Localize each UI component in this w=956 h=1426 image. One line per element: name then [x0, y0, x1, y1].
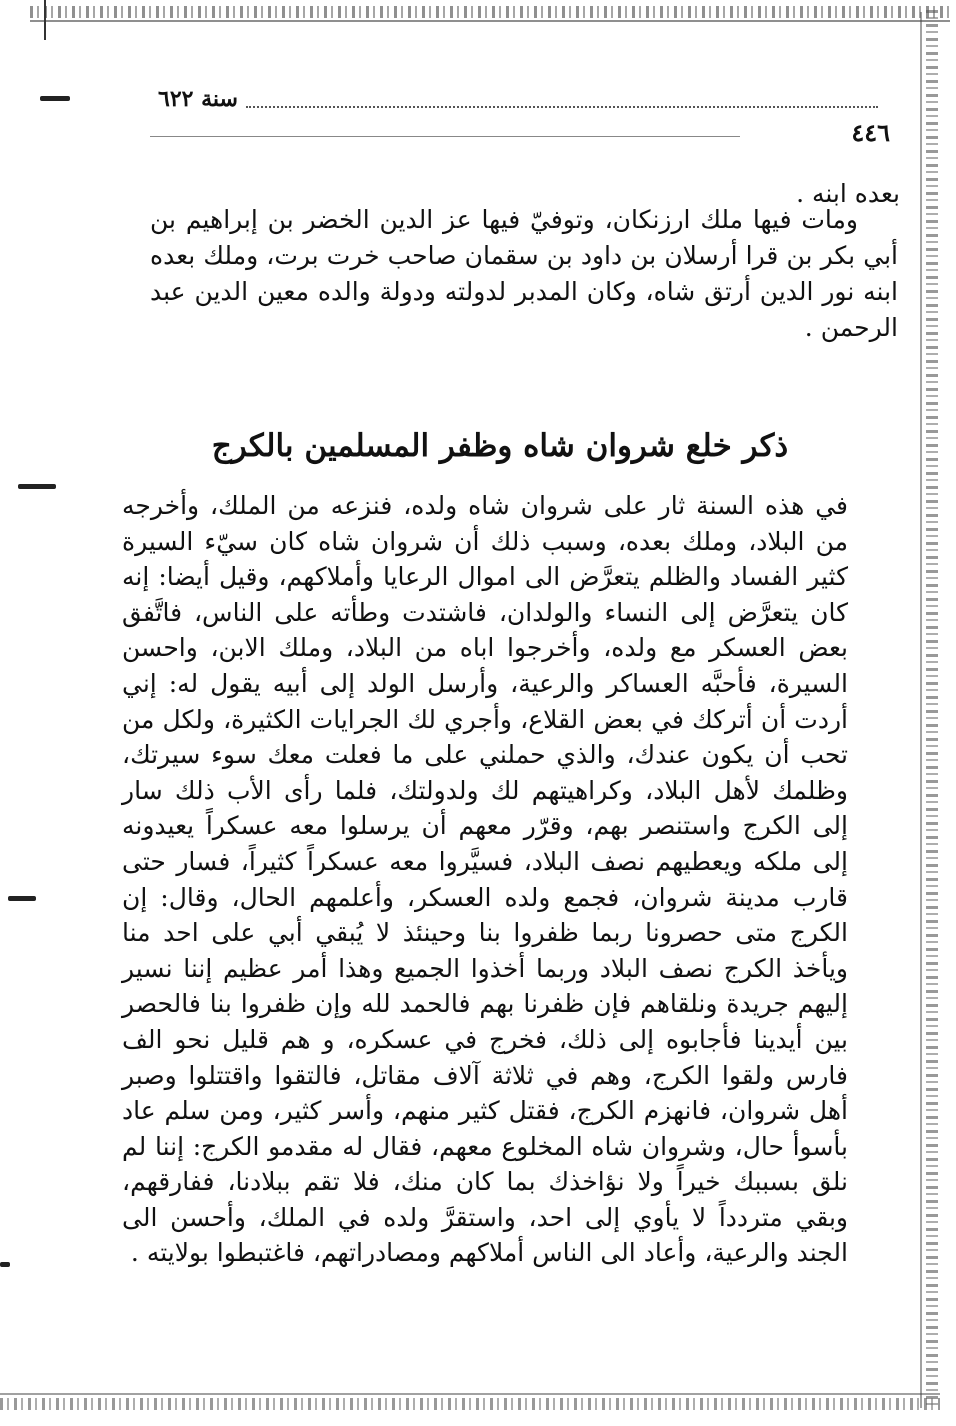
right-ornamental-border: [926, 10, 938, 1410]
paragraph-deaths: ومات فيها ملك ارزنكان، وتوفيّ فيها عز الدين الخضر بن إبراهيم بن أبي بكر بن قرا أرسلان بن داود بن سقمان صاحب خرت برت، وملك بعده ابنه نور الدين أرتق شاه، وكان المدبر لدولته ودولة والده معين الدين عبد الرحمن .: [150, 205, 898, 342]
top-ornamental-border: [30, 6, 950, 18]
paragraph-shirvan: في هذه السنة ثار على شروان شاه ولده، فنزعه من الملك، وأخرجه من البلاد، وملك بعده، وسبب ذلك أن شروان شاه كان سيّء السيرة كثير الفساد والظلم يتعرَّض الى اموال الرعايا وأملاكهم، وقيل أيضا: إنه كان يتعرَّض إلى النساء والولدان، فاشتدت وطأته على الناس، فاتَّفق بعض العسكر مع ولده، وأخرجوا اباه من البلاد، وملك الابن، واحسن السيرة، فأحبَّه العساكر والرعية، وأرسل الولد إلى أبيه يقول له: إني أردت أن أتركك في بعض القلاع، وأجري لك الجرايات الكثيرة، ولكل من تحب أن يكون عندك، والذي حملني على ما فعلت معك سوء سيرتك، وظلمك لأهل البلاد، وكراهيتهم لك ولدولتك، فلما رأى الأب ذلك سار إلى الكرج واستنصر بهم، وقرّر معهم أن يرسلوا معه عسكراً يعيدونه إلى ملكه ويعطيهم نصف البلاد، فسيَّروا معه عسكراً كثيراً، فسار حتى قارب مدينة شروان، فجمع ولده العسكر، وأعلمهم الحال، وقال: إن الكرج متى حصرونا ربما ظفروا بنا وحينئذ لا يُبقي أبي على احد منا ويأخذ الكرج نصف البلاد وربما أخذوا الجميع وهذا أمر عظيم إننا نسير إليهم جريدة ونلقاهم فإن ظفرنا بهم فالحمد لله وإن ظفروا بنا فالحصر بين أيدينا فأجابوه إلى ذلك، فخرج في عسكره، و هم قليل نحو الف فارس ولقوا الكرج، وهم في ثلاثة آلاف مقاتل، فالتقوا واقتتلوا وصبر أهل شروان، فانهزم الكرج، فقتل كثير منهم، وأسر كثير، ومن سلم عاد بأسوأ حال، وشروان شاه المخلوع معهم، فقال له مقدمو الكرج: إننا لم نلق بسببك خيراً ولا نؤاخذك بما كان منك، فلا تقم ببلادنا، ففارقهم، وبقي متردداً لا يأوي إلى احد، واستقرَّ ولده في الملك، وأحسن الى الجند والرعية، وأعاد الى الناس أملاكهم ومصادراتهم، فاغتبطوا بولايته .: [122, 491, 848, 1268]
page-header: [150, 86, 890, 146]
running-head: سنة ٦٢٢: [158, 86, 238, 112]
scan-speck: [18, 484, 56, 489]
section-heading: ذكر خلع شروان شاه وظفر المسلمين بالكرج: [211, 428, 789, 464]
page-number: ٤٤٦: [851, 118, 890, 147]
bottom-ornamental-border: [0, 1398, 940, 1410]
right-border-rule: [920, 12, 922, 1408]
header-rule: [150, 136, 740, 137]
bottom-border-rule: [0, 1393, 940, 1395]
paragraph-continuation: بعده ابنه .: [796, 179, 900, 208]
scan-speck: [0, 1262, 10, 1267]
scan-speck: [8, 896, 36, 901]
top-border-rule: [30, 20, 950, 22]
left-edge-mark: [44, 0, 46, 40]
scan-speck: [40, 96, 70, 101]
header-dotted-leader: [246, 106, 878, 108]
